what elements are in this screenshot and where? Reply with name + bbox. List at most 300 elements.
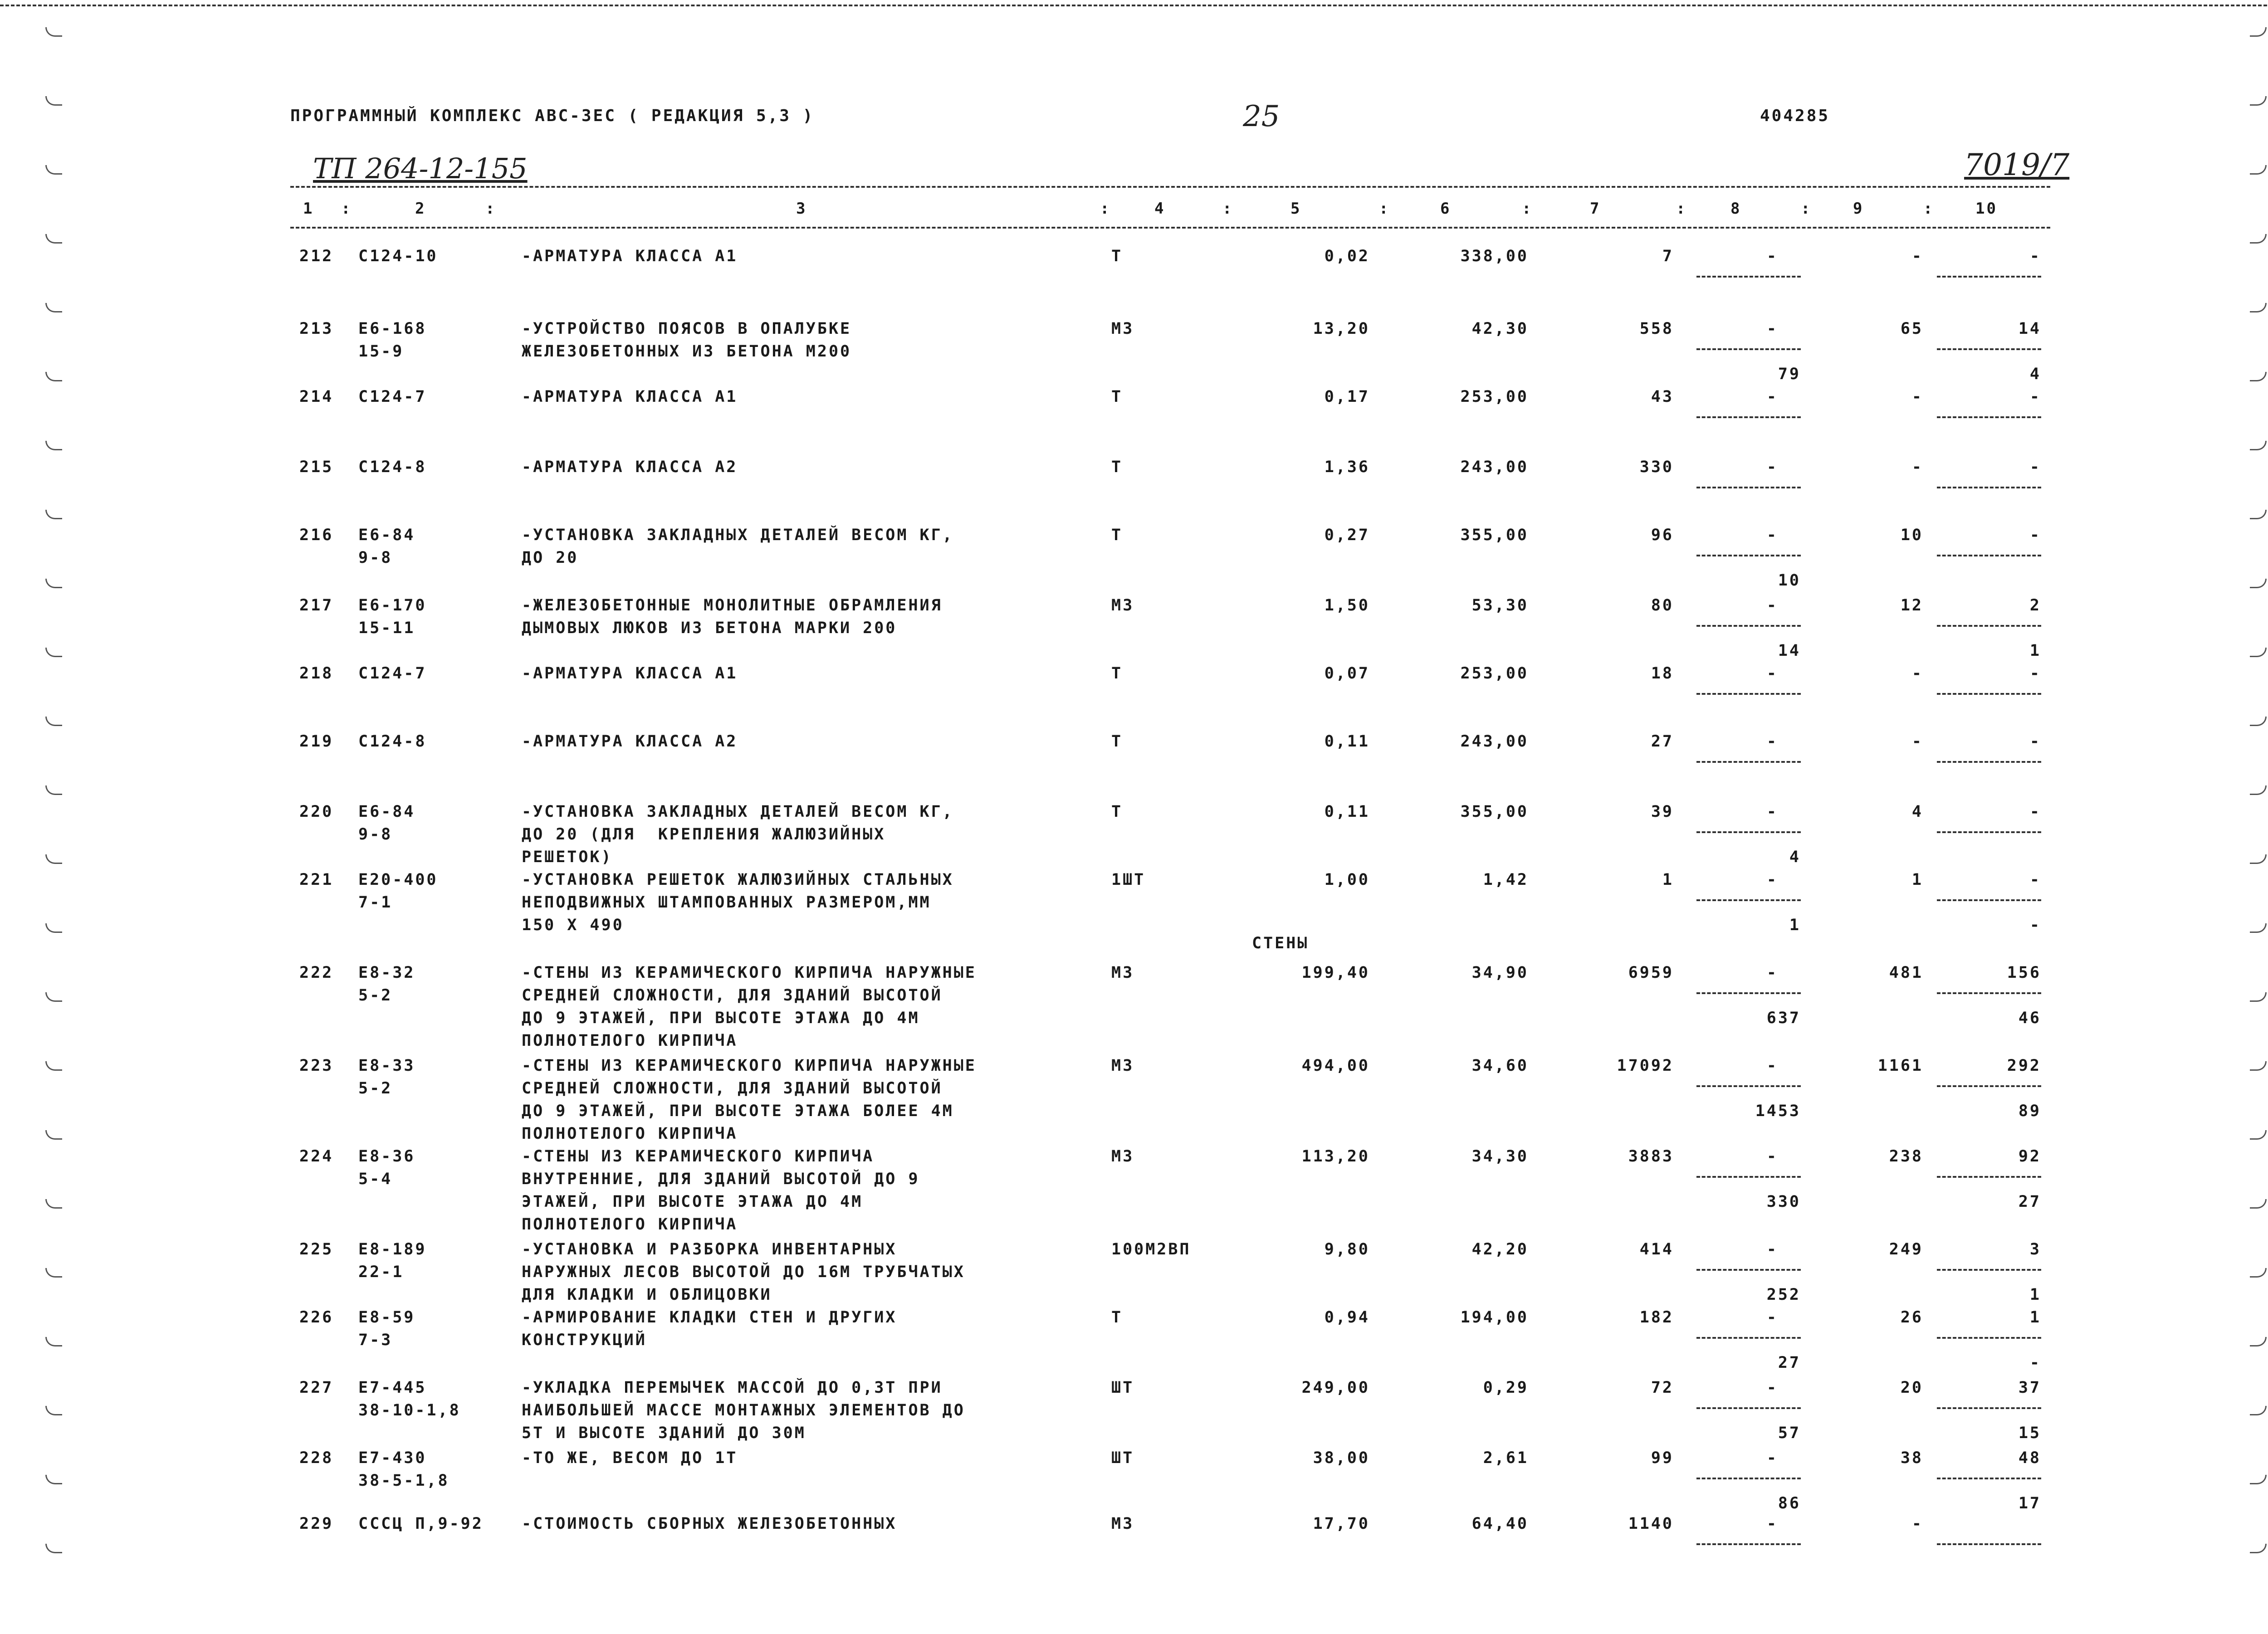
- document-code: 404285: [1760, 107, 1830, 125]
- row-quantity: 199,40: [1301, 964, 1370, 982]
- col-head-sep: :: [1222, 200, 1234, 218]
- row-col8-bottom: 14: [1778, 642, 1801, 660]
- top-perforation-rule: [0, 5, 2268, 6]
- row-code: Е6-84: [358, 526, 415, 544]
- row-col10-top: -: [2029, 871, 2041, 889]
- row-col8-top: -: [1766, 458, 1778, 476]
- row-description: -АРМАТУРА КЛАССА А2: [522, 458, 738, 476]
- row-unit-price: 194,00: [1460, 1308, 1529, 1327]
- header-rule-bottom: [290, 227, 2050, 229]
- row-description: ЖЕЛЕЗОБЕТОННЫХ ИЗ БЕТОНА М200: [522, 342, 852, 361]
- row-col8-top: -: [1766, 732, 1778, 751]
- row-col8-top: -: [1766, 1308, 1778, 1327]
- row-description: ЭТАЖЕЙ, ПРИ ВЫСОТЕ ЭТАЖА ДО 4М: [522, 1193, 863, 1211]
- feed-hole: [45, 96, 62, 106]
- feed-hole: [2250, 441, 2267, 450]
- row-number: 223: [299, 1057, 334, 1075]
- row-unit: ШТ: [1111, 1379, 1134, 1397]
- feed-hole: [2250, 579, 2267, 588]
- row-quantity: 0,17: [1324, 388, 1370, 406]
- row-code: С124-10: [358, 247, 438, 265]
- row-description: ПОЛНОТЕЛОГО КИРПИЧА: [522, 1215, 738, 1234]
- row-number: 224: [299, 1147, 334, 1166]
- row-unit-price: 1,42: [1483, 871, 1529, 889]
- row-total: 1: [1662, 871, 1674, 889]
- row-unit: 100М2ВП: [1111, 1240, 1191, 1258]
- feed-hole: [45, 234, 62, 244]
- row-number: 229: [299, 1515, 334, 1533]
- row-col9: 4: [1911, 803, 1923, 821]
- col-head-10: 10: [1975, 200, 1998, 218]
- row-code: Е6-168: [358, 320, 427, 338]
- row-col10-rule: [1937, 625, 2041, 627]
- row-number: 212: [299, 247, 334, 265]
- row-col8-bottom: 86: [1778, 1494, 1801, 1512]
- row-description: ВНУТРЕННИЕ, ДЛЯ ЗДАНИЙ ВЫСОТОЙ ДО 9: [522, 1170, 920, 1188]
- row-number: 217: [299, 596, 334, 615]
- row-code: Е7-445: [358, 1379, 427, 1397]
- feed-hole: [2250, 1268, 2267, 1278]
- row-col9: 26: [1900, 1308, 1923, 1327]
- row-col10-top: 48: [2018, 1449, 2041, 1467]
- row-quantity: 0,94: [1324, 1308, 1370, 1327]
- row-code: Е20-400: [358, 871, 438, 889]
- row-code: С124-8: [358, 458, 427, 476]
- row-unit-price: 253,00: [1460, 388, 1529, 406]
- project-code: ТП 264-12-155: [313, 152, 528, 185]
- feed-hole: [2250, 234, 2267, 244]
- row-code: Е8-32: [358, 964, 415, 982]
- feed-hole: [2250, 1406, 2267, 1415]
- row-unit-price: 355,00: [1460, 803, 1529, 821]
- row-code: 38-10-1,8: [358, 1401, 461, 1419]
- row-col8-rule: [1696, 1478, 1801, 1479]
- row-unit-price: 2,61: [1483, 1449, 1529, 1467]
- feed-hole: [45, 1061, 62, 1071]
- row-col10-rule: [1937, 487, 2041, 488]
- row-description: ДО 9 ЭТАЖЕЙ, ПРИ ВЫСОТЕ ЭТАЖА ДО 4М: [522, 1009, 920, 1027]
- row-code: Е6-170: [358, 596, 427, 615]
- row-col10-bottom: 15: [2018, 1424, 2041, 1442]
- row-code: С124-7: [358, 388, 427, 406]
- feed-hole: [45, 165, 62, 175]
- row-description: -УСТАНОВКА ЗАКЛАДНЫХ ДЕТАЛЕЙ ВЕСОМ КГ,: [522, 526, 954, 544]
- row-col8-rule: [1696, 348, 1801, 350]
- row-col10-top: 1: [2029, 1308, 2041, 1327]
- row-total: 1140: [1628, 1515, 1674, 1533]
- row-number: 214: [299, 388, 334, 406]
- row-col10-rule: [1937, 276, 2041, 278]
- row-col10-bottom: 46: [2018, 1009, 2041, 1027]
- row-col8-rule: [1696, 1337, 1801, 1339]
- row-code: СССЦ П,9-92: [358, 1515, 484, 1533]
- row-total: 414: [1639, 1240, 1674, 1258]
- row-unit: ШТ: [1111, 1449, 1134, 1467]
- col-head-sep: :: [1676, 200, 1687, 218]
- feed-hole: [2250, 27, 2267, 37]
- row-quantity: 113,20: [1301, 1147, 1370, 1166]
- feed-hole: [45, 648, 62, 657]
- feed-hole: [45, 1406, 62, 1415]
- row-col10-bottom: 27: [2018, 1193, 2041, 1211]
- row-code: Е7-430: [358, 1449, 427, 1467]
- row-col10-rule: [1937, 1543, 2041, 1545]
- feed-hole: [2250, 96, 2267, 106]
- row-col8-bottom: 252: [1766, 1286, 1801, 1304]
- row-col10-bottom: 17: [2018, 1494, 2041, 1512]
- header-rule-top: [290, 186, 2050, 188]
- row-unit: М3: [1111, 1147, 1134, 1166]
- row-total: 17092: [1617, 1057, 1674, 1075]
- row-total: 27: [1651, 732, 1674, 751]
- feed-hole: [2250, 717, 2267, 726]
- row-col10-rule: [1937, 555, 2041, 556]
- row-total: 3883: [1628, 1147, 1674, 1166]
- row-col10-rule: [1937, 1478, 2041, 1479]
- row-col10-rule: [1937, 1176, 2041, 1178]
- row-code: Е8-33: [358, 1057, 415, 1075]
- row-col10-rule: [1937, 416, 2041, 418]
- row-col10-top: 156: [2007, 964, 2041, 982]
- row-col9: -: [1911, 458, 1923, 476]
- row-col10-top: -: [2029, 732, 2041, 751]
- row-number: 225: [299, 1240, 334, 1258]
- row-description: ДЫМОВЫХ ЛЮКОВ ИЗ БЕТОНА МАРКИ 200: [522, 619, 897, 637]
- row-description: -АРМАТУРА КЛАССА А1: [522, 664, 738, 683]
- row-total: 558: [1639, 320, 1674, 338]
- row-unit: 1ШТ: [1111, 871, 1146, 889]
- col-head-3: 3: [796, 200, 807, 218]
- feed-hole: [45, 579, 62, 588]
- row-col9: -: [1911, 247, 1923, 265]
- row-description: СРЕДНЕЙ СЛОЖНОСТИ, ДЛЯ ЗДАНИЙ ВЫСОТОЙ: [522, 1079, 943, 1097]
- feed-hole: [2250, 1199, 2267, 1209]
- row-col9: 38: [1900, 1449, 1923, 1467]
- row-description: -АРМАТУРА КЛАССА А2: [522, 732, 738, 751]
- col-head-sep: :: [1522, 200, 1533, 218]
- row-total: 72: [1651, 1379, 1674, 1397]
- row-description: -АРМИРОВАНИЕ КЛАДКИ СТЕН И ДРУГИХ: [522, 1308, 897, 1327]
- feed-hole: [45, 1475, 62, 1484]
- row-unit: Т: [1111, 1308, 1123, 1327]
- row-col9: -: [1911, 732, 1923, 751]
- row-number: 226: [299, 1308, 334, 1327]
- row-col8-top: -: [1766, 596, 1778, 615]
- feed-hole: [45, 1130, 62, 1140]
- row-code: 9-8: [358, 825, 393, 844]
- row-col8-top: -: [1766, 1057, 1778, 1075]
- row-col8-rule: [1696, 276, 1801, 278]
- row-code: 7-3: [358, 1331, 393, 1349]
- row-col8-rule: [1696, 416, 1801, 418]
- feed-hole: [2250, 510, 2267, 519]
- row-unit: Т: [1111, 732, 1123, 751]
- row-code: 22-1: [358, 1263, 404, 1281]
- row-number: 213: [299, 320, 334, 338]
- row-col8-bottom: 27: [1778, 1354, 1801, 1372]
- row-total: 6959: [1628, 964, 1674, 982]
- row-col8-bottom: 330: [1766, 1193, 1801, 1211]
- row-col8-bottom: 79: [1778, 365, 1801, 383]
- row-quantity: 0,11: [1324, 732, 1370, 751]
- row-col8-bottom: 637: [1766, 1009, 1801, 1027]
- row-total: 43: [1651, 388, 1674, 406]
- feed-hole: [45, 27, 62, 37]
- row-col9: -: [1911, 1515, 1923, 1533]
- row-col8-rule: [1696, 1543, 1801, 1545]
- feed-hole: [45, 1199, 62, 1209]
- left-feed-holes: [45, 27, 73, 1616]
- row-total: 80: [1651, 596, 1674, 615]
- feed-hole: [2250, 1337, 2267, 1346]
- row-col9: 12: [1900, 596, 1923, 615]
- row-col9: 249: [1889, 1240, 1923, 1258]
- row-quantity: 1,36: [1324, 458, 1370, 476]
- row-unit-price: 253,00: [1460, 664, 1529, 683]
- row-quantity: 1,50: [1324, 596, 1370, 615]
- row-unit-price: 0,29: [1483, 1379, 1529, 1397]
- page-number: 25: [1243, 100, 1280, 133]
- row-col8-rule: [1696, 1269, 1801, 1271]
- row-col8-bottom: 1: [1789, 916, 1801, 934]
- feed-hole: [2250, 785, 2267, 795]
- row-col10-rule: [1937, 1269, 2041, 1271]
- row-total: 7: [1662, 247, 1674, 265]
- row-col8-rule: [1696, 555, 1801, 556]
- row-number: 227: [299, 1379, 334, 1397]
- row-total: 99: [1651, 1449, 1674, 1467]
- row-unit: Т: [1111, 664, 1123, 683]
- row-number: 219: [299, 732, 334, 751]
- row-col10-top: 2: [2029, 596, 2041, 615]
- feed-hole: [2250, 165, 2267, 175]
- row-quantity: 9,80: [1324, 1240, 1370, 1258]
- row-unit-price: 53,30: [1471, 596, 1529, 615]
- col-head-2: 2: [415, 200, 426, 218]
- row-col10-top: -: [2029, 803, 2041, 821]
- row-unit: М3: [1111, 964, 1134, 982]
- row-code: Е6-84: [358, 803, 415, 821]
- row-col8-top: -: [1766, 871, 1778, 889]
- row-col8-top: -: [1766, 1515, 1778, 1533]
- row-quantity: 0,11: [1324, 803, 1370, 821]
- row-col10-top: -: [2029, 458, 2041, 476]
- row-code: 38-5-1,8: [358, 1472, 450, 1490]
- feed-hole: [45, 1268, 62, 1278]
- row-description: НАРУЖНЫХ ЛЕСОВ ВЫСОТОЙ ДО 16М ТРУБЧАТЫХ: [522, 1263, 965, 1281]
- row-unit-price: 64,40: [1471, 1515, 1529, 1533]
- col-head-9: 9: [1853, 200, 1864, 218]
- row-code: 15-11: [358, 619, 415, 637]
- row-unit-price: 34,30: [1471, 1147, 1529, 1166]
- feed-hole: [45, 1337, 62, 1346]
- row-col10-top: 92: [2018, 1147, 2041, 1166]
- feed-hole: [2250, 1544, 2267, 1553]
- row-col8-top: -: [1766, 664, 1778, 683]
- row-number: 218: [299, 664, 334, 683]
- row-unit-price: 243,00: [1460, 458, 1529, 476]
- feed-hole: [2250, 648, 2267, 657]
- row-quantity: 0,07: [1324, 664, 1370, 683]
- row-description: ДО 20: [522, 549, 579, 567]
- col-head-sep: :: [1379, 200, 1390, 218]
- row-col8-bottom: 4: [1789, 848, 1801, 866]
- row-col8-top: -: [1766, 1379, 1778, 1397]
- col-head-sep: :: [1801, 200, 1812, 218]
- row-quantity: 494,00: [1301, 1057, 1370, 1075]
- row-col8-top: -: [1766, 1147, 1778, 1166]
- row-unit: М3: [1111, 596, 1134, 615]
- row-unit-price: 355,00: [1460, 526, 1529, 544]
- row-code: 9-8: [358, 549, 393, 567]
- row-unit: М3: [1111, 320, 1134, 338]
- row-col8-bottom: 10: [1778, 571, 1801, 590]
- row-col8-top: -: [1766, 526, 1778, 544]
- row-col10-top: 3: [2029, 1240, 2041, 1258]
- row-col10-top: 37: [2018, 1379, 2041, 1397]
- row-col9: -: [1911, 664, 1923, 683]
- row-unit-price: 34,90: [1471, 964, 1529, 982]
- sheet-code: 7019/7: [1964, 147, 2070, 182]
- row-col9: 10: [1900, 526, 1923, 544]
- row-col10-top: -: [2029, 664, 2041, 683]
- row-description: -УСТАНОВКА ЗАКЛАДНЫХ ДЕТАЛЕЙ ВЕСОМ КГ,: [522, 803, 954, 821]
- row-description: -СТЕНЫ ИЗ КЕРАМИЧЕСКОГО КИРПИЧА НАРУЖНЫЕ: [522, 1057, 977, 1075]
- row-col10-bottom: -: [2029, 916, 2041, 934]
- row-description: -УСТРОЙСТВО ПОЯСОВ В ОПАЛУБКЕ: [522, 320, 852, 338]
- row-col10-top: 14: [2018, 320, 2041, 338]
- row-description: ДО 9 ЭТАЖЕЙ, ПРИ ВЫСОТЕ ЭТАЖА БОЛЕЕ 4М: [522, 1102, 954, 1120]
- row-code: С124-7: [358, 664, 427, 683]
- row-code: Е8-36: [358, 1147, 415, 1166]
- row-col9: 20: [1900, 1379, 1923, 1397]
- row-quantity: 38,00: [1313, 1449, 1370, 1467]
- row-code: Е8-59: [358, 1308, 415, 1327]
- row-description: -АРМАТУРА КЛАССА А1: [522, 247, 738, 265]
- row-col10-bottom: 1: [2029, 642, 2041, 660]
- row-description: -УСТАНОВКА РЕШЕТОК ЖАЛЮЗИЙНЫХ СТАЛЬНЫХ: [522, 871, 954, 889]
- row-col10-bottom: 1: [2029, 1286, 2041, 1304]
- col-head-6: 6: [1440, 200, 1452, 218]
- row-unit: Т: [1111, 247, 1123, 265]
- row-number: 220: [299, 803, 334, 821]
- row-number: 221: [299, 871, 334, 889]
- row-description: 5Т И ВЫСОТЕ ЗДАНИЙ ДО 30М: [522, 1424, 806, 1442]
- row-unit-price: 34,60: [1471, 1057, 1529, 1075]
- row-col10-rule: [1937, 1337, 2041, 1339]
- row-code: 5-4: [358, 1170, 393, 1188]
- row-unit: М3: [1111, 1057, 1134, 1075]
- row-col10-rule: [1937, 1407, 2041, 1409]
- row-col9: 238: [1889, 1147, 1923, 1166]
- feed-hole: [2250, 1130, 2267, 1140]
- col-head-sep: :: [341, 200, 352, 218]
- row-quantity: 0,02: [1324, 247, 1370, 265]
- row-col10-rule: [1937, 761, 2041, 763]
- row-description: НАИБОЛЬШЕЙ МАССЕ МОНТАЖНЫХ ЭЛЕМЕНТОВ ДО: [522, 1401, 965, 1419]
- row-description: -УСТАНОВКА И РАЗБОРКА ИНВЕНТАРНЫХ: [522, 1240, 897, 1258]
- row-total: 39: [1651, 803, 1674, 821]
- program-title: ПРОГРАММНЫЙ КОМПЛЕКС АВС-3ЕС ( РЕДАКЦИЯ 5,3 ): [290, 107, 815, 125]
- row-quantity: 0,27: [1324, 526, 1370, 544]
- row-description: 150 Х 490: [522, 916, 624, 934]
- feed-hole: [45, 717, 62, 726]
- feed-hole: [2250, 1061, 2267, 1071]
- row-description: ПОЛНОТЕЛОГО КИРПИЧА: [522, 1125, 738, 1143]
- feed-hole: [45, 1544, 62, 1553]
- row-unit: Т: [1111, 803, 1123, 821]
- row-total: 96: [1651, 526, 1674, 544]
- row-number: 228: [299, 1449, 334, 1467]
- row-col10-rule: [1937, 992, 2041, 994]
- right-feed-holes: [2250, 27, 2268, 1616]
- row-description: РЕШЕТОК): [522, 848, 613, 866]
- row-col10-top: 292: [2007, 1057, 2041, 1075]
- feed-hole: [45, 992, 62, 1002]
- row-description: НЕПОДВИЖНЫХ ШТАМПОВАННЫХ РАЗМЕРОМ,ММ: [522, 893, 931, 912]
- row-col10-bottom: -: [2029, 1354, 2041, 1372]
- row-description: КОНСТРУКЦИЙ: [522, 1331, 647, 1349]
- row-description: -ТО ЖЕ, ВЕСОМ ДО 1Т: [522, 1449, 738, 1467]
- col-head-8: 8: [1730, 200, 1742, 218]
- row-col8-top: -: [1766, 320, 1778, 338]
- row-col10-rule: [1937, 899, 2041, 901]
- row-unit: Т: [1111, 388, 1123, 406]
- row-col8-top: -: [1766, 1449, 1778, 1467]
- row-col8-top: -: [1766, 388, 1778, 406]
- row-col8-rule: [1696, 1085, 1801, 1087]
- row-col10-rule: [1937, 348, 2041, 350]
- row-col8-rule: [1696, 1407, 1801, 1409]
- row-col9: 1: [1911, 871, 1923, 889]
- row-col8-top: -: [1766, 1240, 1778, 1258]
- row-col10-bottom: 89: [2018, 1102, 2041, 1120]
- row-col10-top: -: [2029, 247, 2041, 265]
- row-col9: 1161: [1877, 1057, 1923, 1075]
- feed-hole: [45, 441, 62, 450]
- row-unit-price: 243,00: [1460, 732, 1529, 751]
- row-code: Е8-189: [358, 1240, 427, 1258]
- row-description: -СТЕНЫ ИЗ КЕРАМИЧЕСКОГО КИРПИЧА НАРУЖНЫЕ: [522, 964, 977, 982]
- row-col8-rule: [1696, 831, 1801, 833]
- col-head-sep: :: [485, 200, 497, 218]
- row-col8-rule: [1696, 625, 1801, 627]
- row-quantity: 249,00: [1301, 1379, 1370, 1397]
- row-col8-bottom: 57: [1778, 1424, 1801, 1442]
- row-col10-rule: [1937, 831, 2041, 833]
- row-number: 222: [299, 964, 334, 982]
- row-col8-rule: [1696, 693, 1801, 695]
- row-col8-rule: [1696, 1176, 1801, 1178]
- row-code: 5-2: [358, 1079, 393, 1097]
- row-description: СРЕДНЕЙ СЛОЖНОСТИ, ДЛЯ ЗДАНИЙ ВЫСОТОЙ: [522, 986, 943, 1005]
- row-description: ПОЛНОТЕЛОГО КИРПИЧА: [522, 1032, 738, 1050]
- feed-hole: [45, 303, 62, 312]
- row-total: 330: [1639, 458, 1674, 476]
- feed-hole: [2250, 854, 2267, 864]
- feed-hole: [45, 854, 62, 864]
- row-code: 5-2: [358, 986, 393, 1005]
- row-unit-price: 42,30: [1471, 320, 1529, 338]
- row-col8-rule: [1696, 992, 1801, 994]
- row-col8-bottom: 1453: [1755, 1102, 1801, 1120]
- row-quantity: 13,20: [1313, 320, 1370, 338]
- row-description: -АРМАТУРА КЛАССА А1: [522, 388, 738, 406]
- col-head-sep: :: [1100, 200, 1111, 218]
- feed-hole: [2250, 923, 2267, 933]
- row-total: 182: [1639, 1308, 1674, 1327]
- row-quantity: 17,70: [1313, 1515, 1370, 1533]
